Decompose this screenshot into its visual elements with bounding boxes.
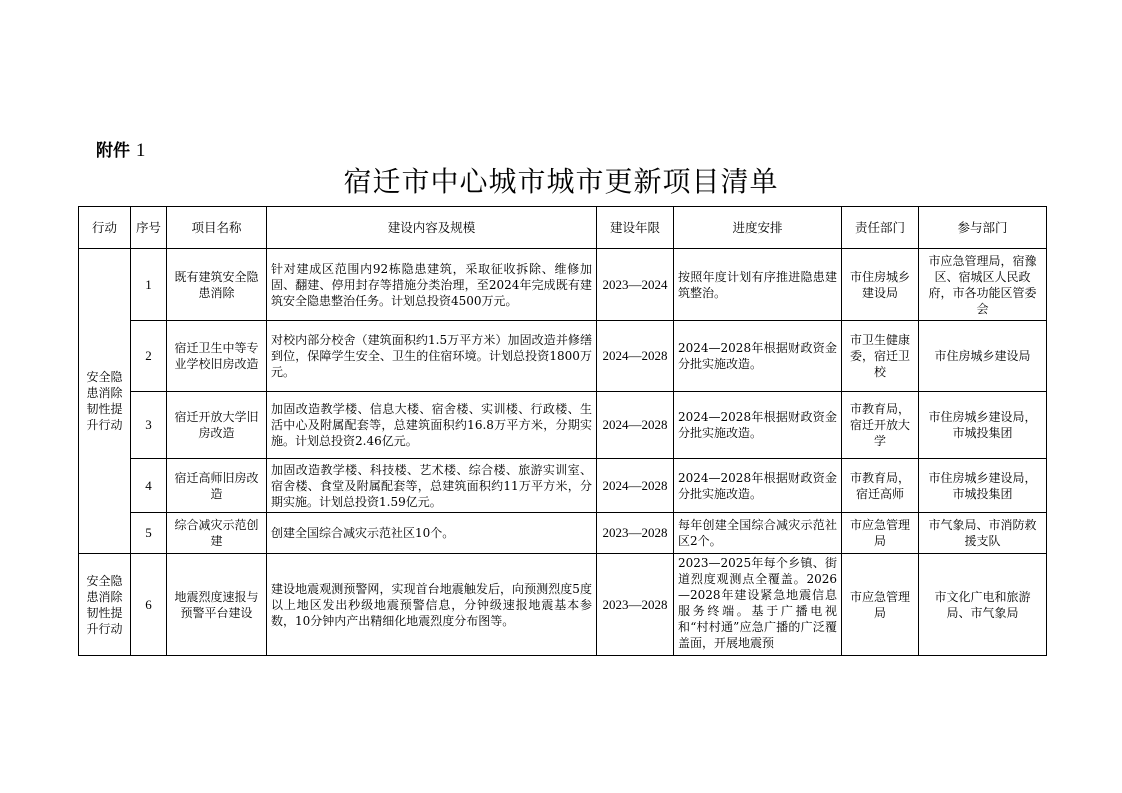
name-cell: 宿迁卫生中等专业学校旧房改造 (167, 321, 267, 392)
name-cell: 地震烈度速报与预警平台建设 (167, 554, 267, 656)
participants-cell: 市住房城乡建设局 (919, 321, 1047, 392)
header-schedule: 进度安排 (674, 207, 842, 249)
responsible-cell: 市住房城乡建设局 (842, 249, 919, 321)
participants-cell: 市气象局、市消防救援支队 (919, 513, 1047, 554)
years-cell: 2023—2028 (597, 554, 674, 656)
name-cell: 综合减灾示范创建 (167, 513, 267, 554)
years-cell: 2024—2028 (597, 459, 674, 513)
header-participants: 参与部门 (919, 207, 1047, 249)
table-row (79, 249, 1047, 321)
schedule-cell: 2024—2028年根据财政资金分批实施改造。 (674, 321, 842, 392)
years-cell: 2024—2028 (597, 321, 674, 392)
responsible-cell: 市教育局，宿迁高师 (842, 459, 919, 513)
responsible-cell: 市教育局，宿迁开放大学 (842, 392, 919, 459)
table-row (79, 459, 1047, 513)
header-seq: 序号 (131, 207, 167, 249)
participants-cell: 市文化广电和旅游局、市气象局 (919, 554, 1047, 656)
schedule-cell: 按照年度计划有序推进隐患建筑整治。 (674, 249, 842, 321)
action-cell: 安全隐患消除韧性提升行动 (79, 249, 131, 554)
header-action: 行动 (79, 207, 131, 249)
seq-cell: 3 (131, 392, 167, 459)
schedule-cell: 每年创建全国综合减灾示范社区2个。 (674, 513, 842, 554)
attachment-prefix: 附件 (96, 141, 130, 161)
responsible-cell: 市卫生健康委，宿迁卫校 (842, 321, 919, 392)
responsible-cell: 市应急管理局 (842, 554, 919, 656)
seq-cell: 2 (131, 321, 167, 392)
seq-cell: 1 (131, 249, 167, 321)
years-cell: 2024—2028 (597, 392, 674, 459)
content-cell: 创建全国综合减灾示范社区10个。 (267, 513, 597, 554)
header-responsible: 责任部门 (842, 207, 919, 249)
header-years: 建设年限 (597, 207, 674, 249)
table-row (79, 321, 1047, 392)
schedule-cell: 2024—2028年根据财政资金分批实施改造。 (674, 459, 842, 513)
schedule-cell: 2024—2028年根据财政资金分批实施改造。 (674, 392, 842, 459)
participants-cell: 市住房城乡建设局，市城投集团 (919, 392, 1047, 459)
header-content: 建设内容及规模 (267, 207, 597, 249)
attachment-number: 1 (135, 140, 146, 161)
name-cell: 既有建筑安全隐患消除 (167, 249, 267, 321)
project-table (78, 206, 1047, 656)
table-row (79, 513, 1047, 554)
schedule-cell (674, 554, 842, 656)
seq-cell: 5 (131, 513, 167, 554)
attachment-label (96, 136, 145, 162)
action-cell: 安全隐患消除韧性提升行动 (79, 554, 131, 656)
name-cell: 宿迁高师旧房改造 (167, 459, 267, 513)
name-cell: 宿迁开放大学旧房改造 (167, 392, 267, 459)
table-row (79, 554, 1047, 656)
seq-cell: 6 (131, 554, 167, 656)
table-header-row (79, 207, 1047, 249)
table-row (79, 392, 1047, 459)
years-cell: 2023—2024 (597, 249, 674, 321)
content-cell: 对校内部分校舍（建筑面积约1.5万平方米）加固改造并修缮到位，保障学生安全、卫生的住宿环境。计划总投资1800万元。 (267, 321, 597, 392)
years-cell: 2023—2028 (597, 513, 674, 554)
schedule-cell-text: 2023—2025年每个乡镇、街道烈度观测点全覆盖。2026—2028年建设紧急地震信息服务终端。基于广播电视和“村村通”应急广播的广泛覆盖面，开展地震预 (678, 556, 837, 650)
participants-cell: 市住房城乡建设局，市城投集团 (919, 459, 1047, 513)
page-title: 宿迁市中心城市城市更新项目清单 (343, 165, 779, 198)
content-cell: 建设地震观测预警网，实现首台地震触发后，向预测烈度5度以上地区发出秒级地震预警信息，分钟级速报地震基本参数，10分钟内产出精细化地震烈度分布图等。 (267, 554, 597, 656)
participants-cell: 市应急管理局，宿豫区、宿城区人民政府，市各功能区管委会 (919, 249, 1047, 321)
header-name: 项目名称 (167, 207, 267, 249)
content-cell: 针对建成区范围内92栋隐患建筑，采取征收拆除、维修加固、翻建、停用封存等措施分类治理，至2024年完成既有建筑安全隐患整治任务。计划总投资4500万元。 (267, 249, 597, 321)
content-cell: 加固改造教学楼、科技楼、艺术楼、综合楼、旅游实训室、宿舍楼、食堂及附属配套等，总建筑面积约11万平方米，分期实施。计划总投资1.59亿元。 (267, 459, 597, 513)
content-cell: 加固改造教学楼、信息大楼、宿舍楼、实训楼、行政楼、生活中心及附属配套等，总建筑面积约16.8万平方米，分期实施。计划总投资2.46亿元。 (267, 392, 597, 459)
responsible-cell: 市应急管理局 (842, 513, 919, 554)
seq-cell: 4 (131, 459, 167, 513)
